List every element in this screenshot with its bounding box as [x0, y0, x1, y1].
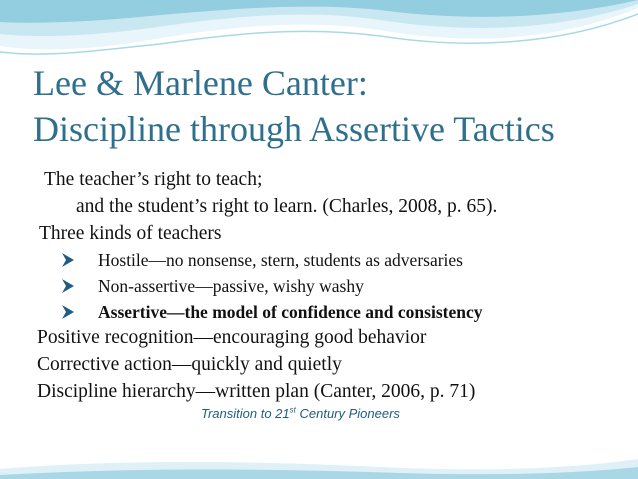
arrow-bullet-icon	[62, 279, 74, 293]
title-line-2: Discipline through Assertive Tactics	[33, 109, 555, 149]
text-three-kinds: Three kinds of teachers	[39, 223, 222, 244]
title-line-1: Lee & Marlene Canter:	[33, 63, 368, 103]
footer-superscript: st	[289, 405, 296, 415]
text-right-to-learn: and the student’s right to learn. (Charles, 2008, p. 65).	[76, 196, 498, 217]
bullet-text: Hostile—no nonsense, stern, students as adversaries	[98, 250, 463, 270]
arrow-bullet-icon	[62, 305, 74, 319]
bottom-wave-decoration	[0, 439, 638, 479]
text-discipline-hierarchy: Discipline hierarchy—written plan (Canter, 2006, p. 71)	[37, 381, 476, 402]
slide-title	[33, 60, 633, 152]
text-corrective-action: Corrective action—quickly and quietly	[37, 354, 342, 375]
footer-caption	[201, 406, 400, 421]
bullet-text: Assertive—the model of confidence and consistency	[98, 302, 483, 322]
footer-prefix: Transition to 21	[201, 406, 290, 421]
text-positive-recognition: Positive recognition—encouraging good behavior	[37, 327, 427, 348]
text-right-to-teach: The teacher’s right to teach;	[44, 169, 263, 190]
arrow-bullet-icon	[62, 253, 74, 267]
footer-suffix: Century Pioneers	[295, 406, 400, 421]
bullet-text: Non-assertive—passive, wishy washy	[98, 276, 364, 296]
